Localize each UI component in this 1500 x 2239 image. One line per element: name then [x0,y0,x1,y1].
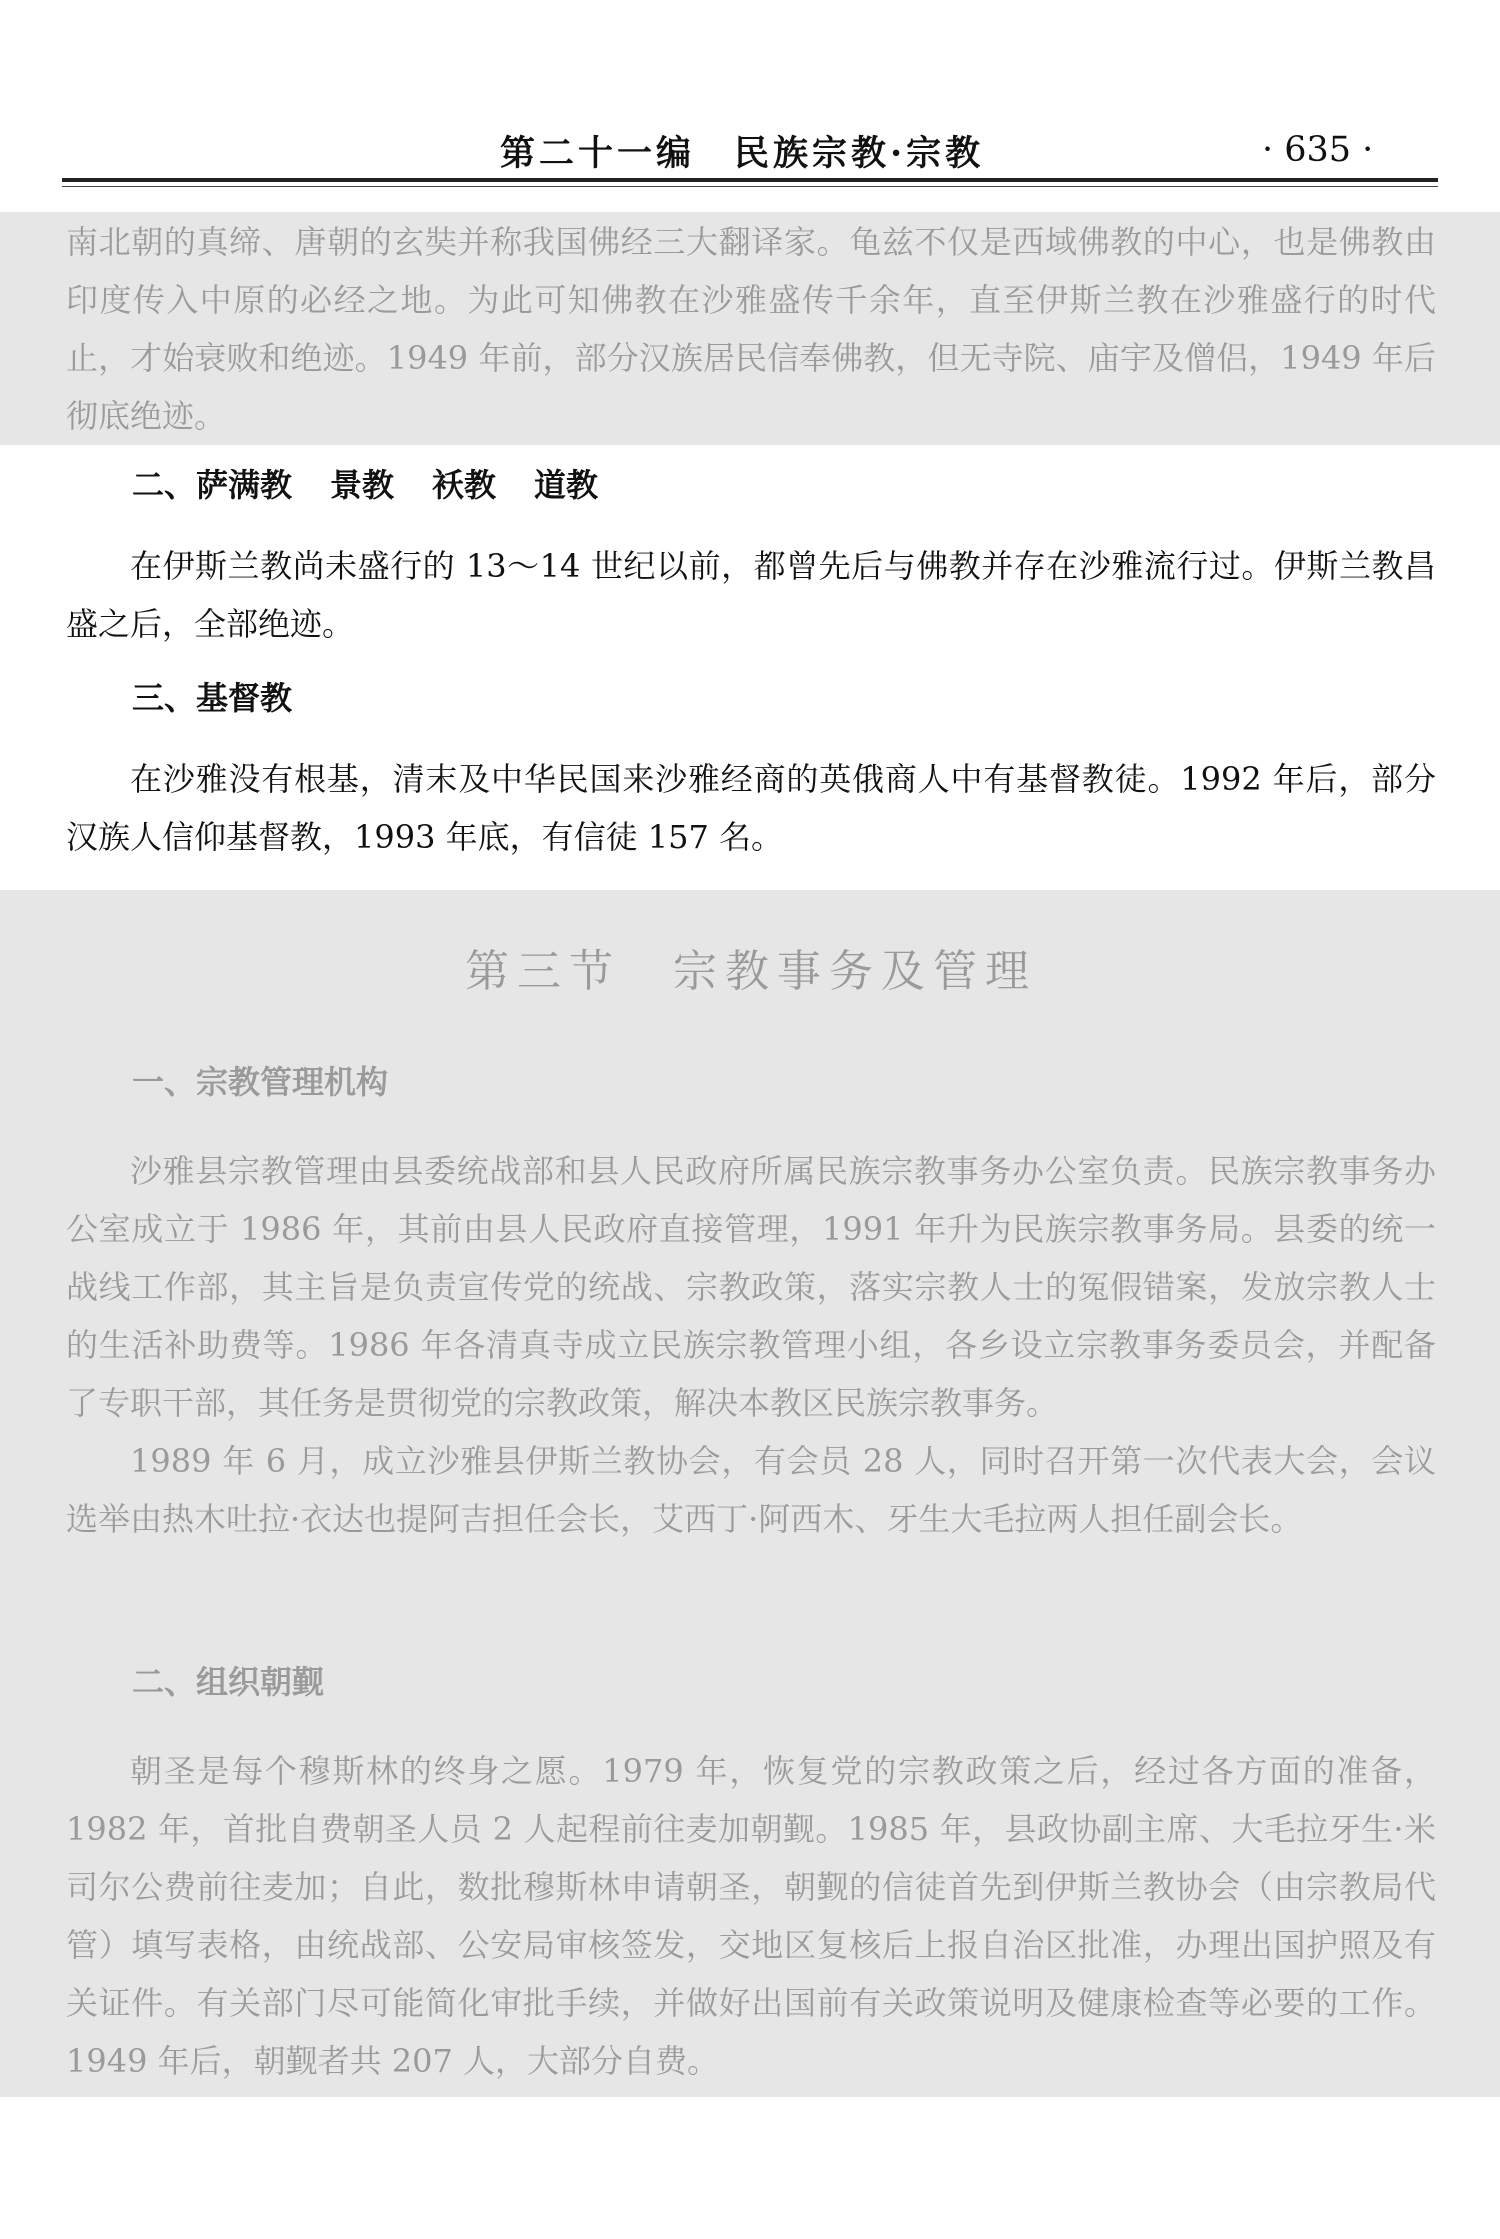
other-religions-paragraph: 在伊斯兰教尚未盛行的 13～14 世纪以前，都曾先后与佛教并存在沙雅流行过。伊斯兰教昌盛之后，全部绝迹。 [66,547,1436,643]
heading-part-taoism: 道教 [534,466,599,504]
management-subsection [66,1052,1436,1548]
management-paragraph-1: 沙雅县宗教管理由县委统战部和县人民政府所属民族宗教事务办公室负责。民族宗教事务办公室成立于 1986 年，其前由县人民政府直接管理，1991 年升为民族宗教事务局。县委的统一战线工作部，其主旨是负责宣传党的统战、宗教政策，落实宗教人士的冤假错案，发放宗教人士的生活补助费等。1986 年各清真寺成立民族宗教管理小组，各乡设立宗教事务委员会，并配备了专职干部，其任务是贯彻党的宗教政策，解决本教区民族宗教事务。 [66,1152,1436,1422]
pilgrimage-subsection [66,1652,1436,2090]
buddhism-paragraph: 南北朝的真缔、唐朝的玄奘并称我国佛经三大翻译家。龟兹不仅是西域佛教的中心，也是佛教由印度传入中原的必经之地。为此可知佛教在沙雅盛传千余年，直至伊斯兰教在沙雅盛行的时代止，才始衰败和绝迹。1949 年前，部分汉族居民信奉佛教，但无寺院、庙宇及僧侣，1949 年后彻底绝迹。 [66,223,1436,435]
heading-part-zoroastrian: 袄教 [432,466,497,504]
management-heading: 一、宗教管理机构 [132,1063,389,1101]
section-three-title: 第三节 宗教事务及管理 [465,946,1037,997]
section-three [66,935,1436,999]
running-title: 第二十一编 民族宗教·宗教 [500,133,985,174]
header-rule-thin [62,186,1438,187]
heading-part-nestorian: 景教 [330,466,395,504]
management-paragraph-2: 1989 年 6 月，成立沙雅县伊斯兰教协会，有会员 28 人，同时召开第一次代表大会，会议选举由热木吐拉·衣达也提阿吉担任会长，艾西丁·阿西木、牙生大毛拉两人担任副会长。 [66,1442,1436,1538]
page-header [0,100,1500,190]
pilgrimage-paragraph: 朝圣是每个穆斯林的终身之愿。1979 年，恢复党的宗教政策之后，经过各方面的准备，1982 年，首批自费朝圣人员 2 人起程前往麦加朝觐。1985 年，县政协副主席、大毛拉牙生·米司尔公费前往麦加；自此，数批穆斯林申请朝圣，朝觐的信徒首先到伊斯兰教协会（由宗教局代管）填写表格，由统战部、公安局审核签发，交地区复核后上报自治区批准，办理出国护照及有关证件。有关部门尽可能简化审批手续，并做好出国前有关政策说明及健康检查等必要的工作。1949 年后，朝觐者共 207 人，大部分自费。 [66,1752,1436,2080]
pilgrimage-heading: 二、组织朝觐 [132,1663,325,1701]
heading-part-shamanism: 二、萨满教 [132,466,293,504]
other-religions-heading [66,455,1436,515]
christianity-section [66,668,1436,866]
header-rule-thick [62,178,1438,182]
christianity-paragraph: 在沙雅没有根基，清末及中华民国来沙雅经商的英俄商人中有基督教徒。1992 年后，部分汉族人信仰基督教，1993 年底，有信徒 157 名。 [66,760,1436,856]
christianity-heading: 三、基督教 [132,679,293,717]
buddhism-continuation [66,213,1436,445]
page-number: · 635 · [1262,130,1374,170]
other-religions-section [66,455,1436,653]
